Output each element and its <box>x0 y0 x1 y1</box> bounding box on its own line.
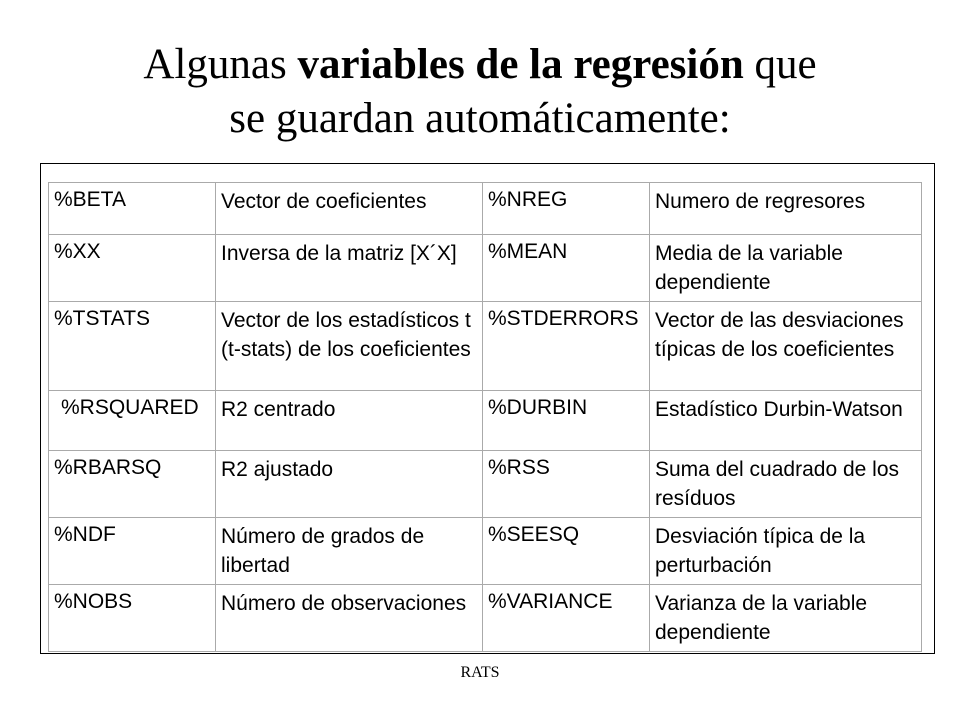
variable-code-cell: %SEESQ <box>483 518 650 585</box>
title-line-2: se guardan automáticamente: <box>229 95 731 142</box>
slide-title <box>0 38 960 146</box>
variable-description-cell: Vector de coeficientes <box>216 183 483 235</box>
variable-description-cell: Inversa de la matriz [X´X] <box>216 235 483 302</box>
variable-code-cell: %BETA <box>49 183 216 235</box>
table-row <box>49 302 922 391</box>
table-row <box>49 183 922 235</box>
table-row <box>49 235 922 302</box>
variable-code-cell: %NREG <box>483 183 650 235</box>
variable-code-cell: %VARIANCE <box>483 585 650 652</box>
footer-label: RATS <box>460 664 500 681</box>
variable-code-cell: %RSS <box>483 451 650 518</box>
table-row <box>49 518 922 585</box>
variable-description-cell: Desviación típica de la perturbación <box>650 518 922 585</box>
variable-code-cell: %DURBIN <box>483 391 650 451</box>
variable-code-cell: %MEAN <box>483 235 650 302</box>
title-line-1 <box>0 38 960 92</box>
title-suffix: que <box>743 41 817 88</box>
variable-code-cell: %XX <box>49 235 216 302</box>
variable-description-cell: Numero de regresores <box>650 183 922 235</box>
variable-description-cell: Número de observaciones <box>216 585 483 652</box>
variable-description-cell: Número de grados de libertad <box>216 518 483 585</box>
table-row <box>49 451 922 518</box>
variable-description-cell: Vector de los estadísticos t (t-stats) de los coeficientes <box>216 302 483 391</box>
title-prefix: Algunas <box>143 41 298 88</box>
variable-description-cell: Estadístico Durbin-Watson <box>650 391 922 451</box>
variable-code-cell: %STDERRORS <box>483 302 650 391</box>
variable-description-cell: R2 centrado <box>216 391 483 451</box>
variable-description-cell: Media de la variable dependiente <box>650 235 922 302</box>
table-row <box>49 391 922 451</box>
variables-table <box>48 182 922 652</box>
variable-description-cell: Vector de las desviaciones típicas de los coeficientes <box>650 302 922 391</box>
variable-description-cell: Varianza de la variable dependiente <box>650 585 922 652</box>
variable-code-cell: %NOBS <box>49 585 216 652</box>
title-emphasis: variables de la regresión <box>297 41 744 88</box>
variable-description-cell: R2 ajustado <box>216 451 483 518</box>
variable-code-cell: %TSTATS <box>49 302 216 391</box>
table-row <box>49 585 922 652</box>
variable-code-cell: %RBARSQ <box>49 451 216 518</box>
variable-code-cell: %RSQUARED <box>49 391 216 451</box>
variable-code-cell: %NDF <box>49 518 216 585</box>
variable-description-cell: Suma del cuadrado de los resíduos <box>650 451 922 518</box>
